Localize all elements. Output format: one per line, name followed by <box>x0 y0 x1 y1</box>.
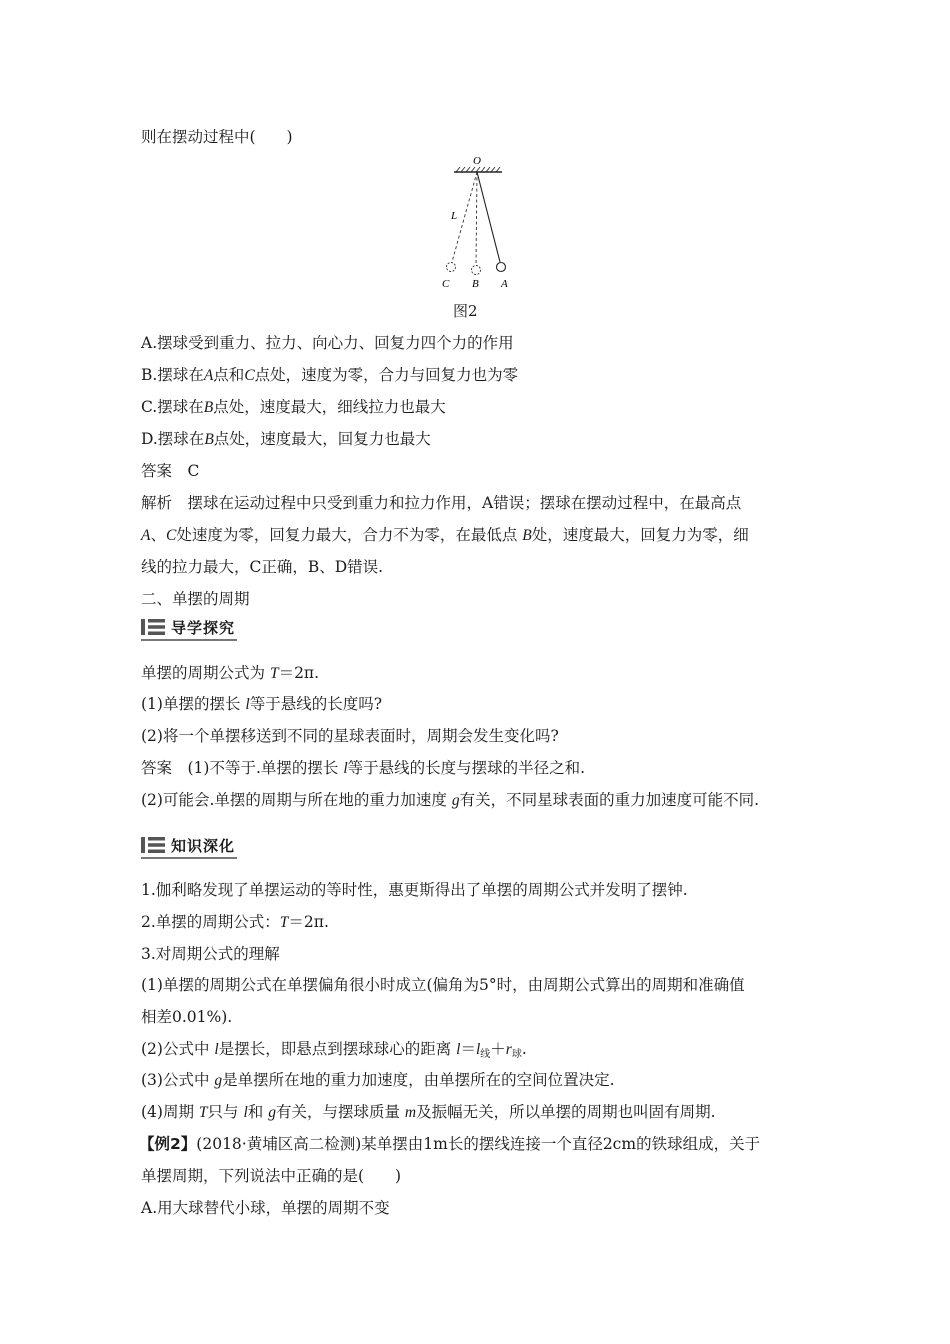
question-stem: 则在摆动过程中( ) <box>141 128 293 146</box>
string-a <box>477 172 500 262</box>
ceiling-hatch <box>456 167 500 172</box>
option-a: A.摆球受到重力、拉力、向心力、回复力四个力的作用 <box>141 334 514 352</box>
option-c: C.摆球在B点处，速度最大，细线拉力也最大 <box>141 398 446 416</box>
deepen-point-2: 2.单摆的周期公式：T＝2π. <box>141 913 329 931</box>
label-c: C <box>442 278 450 290</box>
analysis-line-2: A、C处速度为零，回复力最大，合力不为零，在最低点 B处，速度最大，回复力为零，细 <box>141 526 749 544</box>
deepen-point-6: (3)公式中 g是单摆所在地的重力加速度，由单摆所在的空间位置决定. <box>141 1071 615 1089</box>
pendulum-figure <box>440 152 530 297</box>
deepen-point-1: 1.伽利略发现了单摆运动的等时性，惠更斯得出了单摆的周期公式并发明了摆钟. <box>141 881 688 899</box>
section-bar-icon <box>141 836 165 854</box>
string-b <box>476 172 477 265</box>
example-2-line-1: 【例2】(2018·黄埔区高二检测)某单摆由1m长的摆线连接一个直径2cm的铁球组成，关于 <box>139 1135 761 1153</box>
guide-question-1: (1)单摆的摆长 l等于悬线的长度吗? <box>141 695 383 713</box>
analysis-line-1: 解析 摆球在运动过程中只受到重力和拉力作用，A错误；摆球在摆动过程中，在最高点 <box>141 494 742 512</box>
deepen-heading-label: 知识深化 <box>171 836 236 855</box>
answer: 答案 C <box>141 462 200 480</box>
deepen-point-3: 3.对周期公式的理解 <box>141 945 280 963</box>
section-bar-icon <box>141 618 165 636</box>
example-tag: 【例2】 <box>139 1135 197 1153</box>
ball-b <box>472 266 481 275</box>
guide-heading-label: 导学探究 <box>171 618 236 637</box>
figure-caption: 图2 <box>453 302 478 320</box>
deepen-point-5: (2)公式中 l是摆长，即悬点到摆球球心的距离 $l=l_线+r_球$. <box>141 1040 527 1060</box>
heading-underline <box>141 857 237 859</box>
label-o: O <box>473 155 481 167</box>
ball-c <box>447 263 456 272</box>
example-2-option-a: A.用大球替代小球，单摆的周期不变 <box>141 1199 390 1217</box>
guide-answer-2: (2)可能会.单摆的周期与所在地的重力加速度 g有关，不同星球表面的重力加速度可能不同. <box>141 791 759 809</box>
label-b: B <box>472 278 479 290</box>
label-a: A <box>501 278 508 290</box>
deepen-point-4a: (1)单摆的周期公式在单摆偏角很小时成立(偏角为5°时，由周期公式算出的周期和准确值 <box>141 976 745 994</box>
deepen-heading <box>141 834 235 856</box>
guide-answer-1: 答案 (1)不等于.单摆的摆长 l等于悬线的长度与摆球的半径之和. <box>141 759 586 777</box>
option-d: D.摆球在B点处，速度最大，回复力也最大 <box>141 430 431 448</box>
option-b: B.摆球在A点和C点处，速度为零，合力与回复力也为零 <box>141 366 519 384</box>
guide-question-2: (2)将一个单摆移送到不同的星球表面时，周期会发生变化吗? <box>141 727 559 745</box>
guide-heading <box>141 616 235 638</box>
guide-intro: 单摆的周期公式为 T＝2π. <box>141 664 320 682</box>
ball-a <box>497 263 506 272</box>
deepen-point-4b: 相差0.01%). <box>141 1008 233 1026</box>
example-2-line-2: 单摆周期，下列说法中正确的是( ) <box>141 1167 402 1185</box>
heading-underline <box>141 639 237 641</box>
deepen-point-7: (4)周期 T只与 l和 g有关，与摆球质量 m及振幅无关，所以单摆的周期也叫固有周期. <box>141 1103 716 1121</box>
section-title: 二、单摆的周期 <box>141 590 250 608</box>
label-l: L <box>451 210 458 222</box>
analysis-line-3: 线的拉力最大，C正确，B、D错误. <box>141 558 384 576</box>
